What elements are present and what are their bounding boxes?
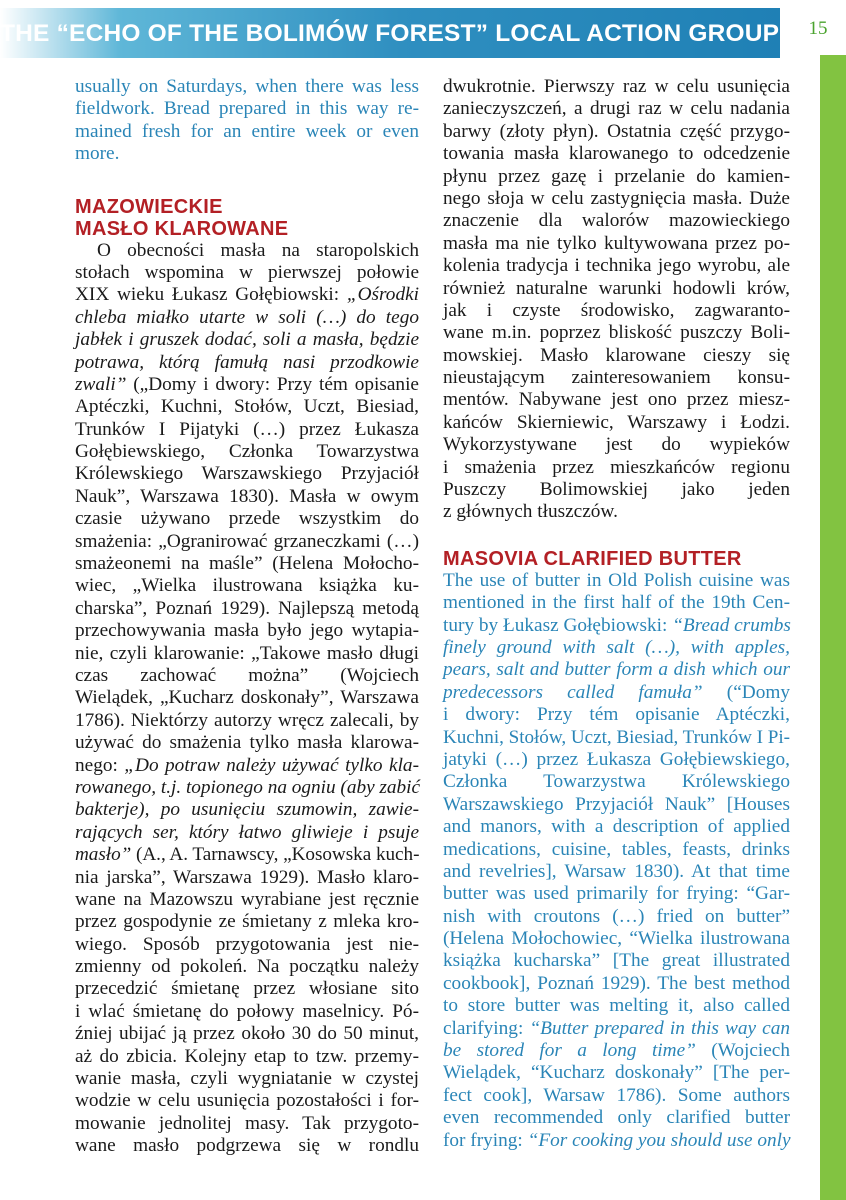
- body-line: towania masła klarowanego to odcedzenie: [443, 143, 790, 165]
- english-line: butter was used primarily for frying: “Gar-: [443, 883, 790, 905]
- right-column: [443, 76, 790, 1152]
- body-line: potrawa, którą famułą nasi przodkowie: [75, 351, 419, 373]
- body-line: barwy (złoty płyn). Ostatnia część przygo-: [443, 120, 790, 142]
- english-line: nish with croutons (…) fried on butter”: [443, 905, 790, 927]
- green-side-bar: [820, 55, 846, 1200]
- body-line: wiec, „Wielka ilustrowana książka ku-: [75, 575, 419, 597]
- body-line: masła ma nie tylko kultywowana przez po-: [443, 232, 790, 254]
- body-line: stołach wspomina w pierwszej połowie: [75, 261, 419, 283]
- body-line: nego słoja w celu zastygnięcia masła. Duże: [443, 187, 790, 209]
- body-line: charska”, Poznań 1929). Najlepszą metodą: [75, 597, 419, 619]
- body-line: Gołębiewskiego, Członka Towarzystwa: [75, 441, 419, 463]
- english-line: mentioned in the first half of the 19th Cen-: [443, 592, 790, 614]
- body-line: mowanie jednolitej masy. Tak przygoto-: [75, 1112, 419, 1134]
- body-line: Nauk”, Warszawa 1830). Masła w owym: [75, 485, 419, 507]
- body-line: również naturalne warunki hodowli krów,: [443, 277, 790, 299]
- section-heading-polish: MAZOWIECKIE: [75, 195, 223, 218]
- body-line: czas zachować można” (Wojciech: [75, 664, 419, 686]
- body-line: dwukrotnie. Pierwszy raz w celu usunięcia: [443, 76, 790, 97]
- body-line: przechowywania masła było jego wytapia-: [75, 620, 419, 642]
- english-line: pears, salt and butter form a dish which our: [443, 659, 790, 681]
- body-line: wanie masła, czyli wygniatanie w czystej: [75, 1068, 419, 1090]
- english-line: The use of butter in Old Polish cuisine was: [443, 569, 790, 591]
- body-line: zmienny od pokoleń. Na początku należy: [75, 956, 419, 978]
- body-line: Wielądek, „Kucharz doskonały”, Warszawa: [75, 687, 419, 709]
- body-line: nieustającym zainteresowaniem konsu-: [443, 367, 790, 389]
- body-line: Królewskiego Warszawskiego Przyjaciół: [75, 463, 419, 485]
- english-line: clarifying: “Butter prepared in this way can: [443, 1017, 790, 1039]
- english-line: (Helena Mołochowiec, “Wielka ilustrowana: [443, 928, 790, 950]
- intro-line: usually on Saturdays, when there was less: [75, 76, 419, 97]
- body-line: Puszczy Bolimowskiej jako jeden: [443, 479, 790, 501]
- body-line: płynu przez gazę i przelanie do kamien-: [443, 165, 790, 187]
- body-line: przecedzić śmietanę przez włosiane sito: [75, 978, 419, 1000]
- english-line: Warszawskiego Przyjaciół Nauk” [Houses: [443, 793, 790, 815]
- body-line: i smażenia przez mieszkańców regionu: [443, 456, 790, 478]
- body-line: nie, czyli klarowanie: „Takowe masło długi: [75, 642, 419, 664]
- english-line: to store butter was melting it, also called: [443, 995, 790, 1017]
- english-line: fect cook], Warsaw 1786). Some authors: [443, 1084, 790, 1106]
- english-line: Wielądek, “Kucharz doskonały” [The per-: [443, 1062, 790, 1084]
- body-line: nia jarska”, Warszawa 1929). Masło klaro-: [75, 866, 419, 888]
- body-line: rowanego, t.j. topionego na ogniu (aby zabić: [75, 776, 421, 798]
- body-line: wiego. Sposób przygotowania jest nie-: [75, 933, 419, 955]
- body-line: bakterje), po usunięciu szumowin, zawie-: [75, 799, 419, 821]
- body-line: masło” (A., A. Tarnawscy, „Kosowska kuch-: [75, 844, 420, 866]
- body-line: Aptéczki, Kuchni, Stołów, Uczt, Biesiad,: [75, 396, 419, 418]
- body-line: aż do zbicia. Kolejny etap to tzw. przemy-: [75, 1045, 419, 1067]
- intro-line: mained fresh for an entire week or even: [75, 120, 419, 142]
- body-line: O obecności masła na staropolskich: [97, 239, 419, 261]
- body-line: 1786). Niektórzy autorzy wręcz zalecali, by: [75, 709, 419, 731]
- intro-line: fieldwork. Bread prepared in this way re-: [75, 98, 419, 120]
- english-line: książka kucharska” [The great illustrated: [443, 950, 790, 972]
- english-line: jatyki (…) przez Łukasza Gołębiewskiego,: [443, 748, 790, 770]
- body-line: używać do smażenia tylko masła klarowa-: [75, 732, 419, 754]
- body-line: zwali” („Domy i dwory: Przy tém opisanie: [75, 373, 419, 395]
- english-line: predecessors called famuła” (“Domy: [443, 681, 790, 703]
- english-line: cookbook], Poznań 1929). The best method: [443, 972, 790, 994]
- body-line: wane masło podgrzewa się w rondlu: [75, 1135, 419, 1157]
- section-heading-polish: MASŁO KLAROWANE: [75, 217, 289, 240]
- english-line: even recommended only clarified butter: [443, 1107, 790, 1129]
- intro-line: more.: [75, 143, 120, 165]
- english-line: Członka Towarzystwa Królewskiego: [443, 771, 790, 793]
- body-line: i wlać śmietanę do połowy maselnicy. Pó-: [75, 1000, 419, 1022]
- body-line: smażeonemi na maśle” (Helena Mołocho-: [75, 553, 419, 575]
- body-line: chleba miałko utarte w soli (…) do tego: [75, 306, 419, 328]
- english-line: be stored for a long time” (Wojciech: [443, 1040, 790, 1062]
- body-line: zanieczyszczeń, a drugi raz w celu nadania: [443, 98, 790, 120]
- body-line: jak i czyste środowisko, zagwaranto-: [443, 299, 790, 321]
- body-line: wane m.in. poprzez bliskość puszczy Boli-: [443, 322, 790, 344]
- english-line: Kuchni, Stołów, Uczt, Biesiad, Trunków I Pi-: [443, 726, 790, 748]
- body-line: znaczenie dla walorów mazowieckiego: [443, 210, 790, 232]
- body-line: Trunków I Pijatyki (…) przez Łukasza: [75, 418, 419, 440]
- english-line: i dwory: Przy tém opisanie Aptéczki,: [443, 704, 790, 726]
- body-line: czasie używano przede wszystkim do: [75, 508, 419, 530]
- page-number: 15: [808, 18, 828, 39]
- body-line: rających ser, który łatwo gliwieje i psuje: [75, 821, 419, 843]
- body-line: XIX wieku Łukasz Gołębiowski: „Ośrodki: [75, 284, 419, 306]
- body-line: przez gospodynie ze śmietany z mleka kro-: [75, 911, 419, 933]
- body-line: mentów. Nabywane jest ono przez miesz-: [443, 389, 790, 411]
- left-column: [75, 76, 419, 1158]
- running-header-title: THE “ECHO OF THE BOLIMÓW FOREST” LOCAL ACTION GROUP: [0, 20, 780, 47]
- body-line: nego: „Do potraw należy używać tylko kla-: [75, 754, 419, 776]
- body-line: smażenia: „Ogranirować grzaneczkami (…): [75, 530, 419, 552]
- english-line: finely ground with salt (…), with apples,: [443, 636, 790, 658]
- body-line: wane na Mazowszu wyrabiane jest ręcznie: [75, 888, 419, 910]
- english-line: for frying: “For cooking you should use only: [443, 1129, 791, 1151]
- body-line: Wykorzystywane jest do wypieków: [443, 434, 790, 456]
- section-heading-english: MASOVIA CLARIFIED BUTTER: [443, 547, 742, 570]
- body-line: źniej ubijać ją przez około 30 do 50 minut,: [75, 1023, 419, 1045]
- english-line: and manors, with a description of applied: [443, 816, 790, 838]
- body-line: kolenia tradycja i technika jego wyrobu, ale: [443, 255, 790, 277]
- english-line: tury by Łukasz Gołębiowski: “Bread crumbs: [443, 614, 791, 636]
- body-line: jabłek i gruszek dodać, soli a masła, będzie: [75, 329, 419, 351]
- body-line: mowskiej. Masło klarowane cieszy się: [443, 344, 790, 366]
- english-line: medications, cuisine, tables, feasts, drinks: [443, 838, 790, 860]
- english-line: and revelries], Warsaw 1830). At that time: [443, 860, 790, 882]
- body-line: z głównych tłuszczów.: [443, 501, 618, 523]
- body-line: kańców Skierniewic, Warszawy i Łodzi.: [443, 411, 790, 433]
- body-line: wodzie w celu usunięcia pozostałości i for-: [75, 1090, 419, 1112]
